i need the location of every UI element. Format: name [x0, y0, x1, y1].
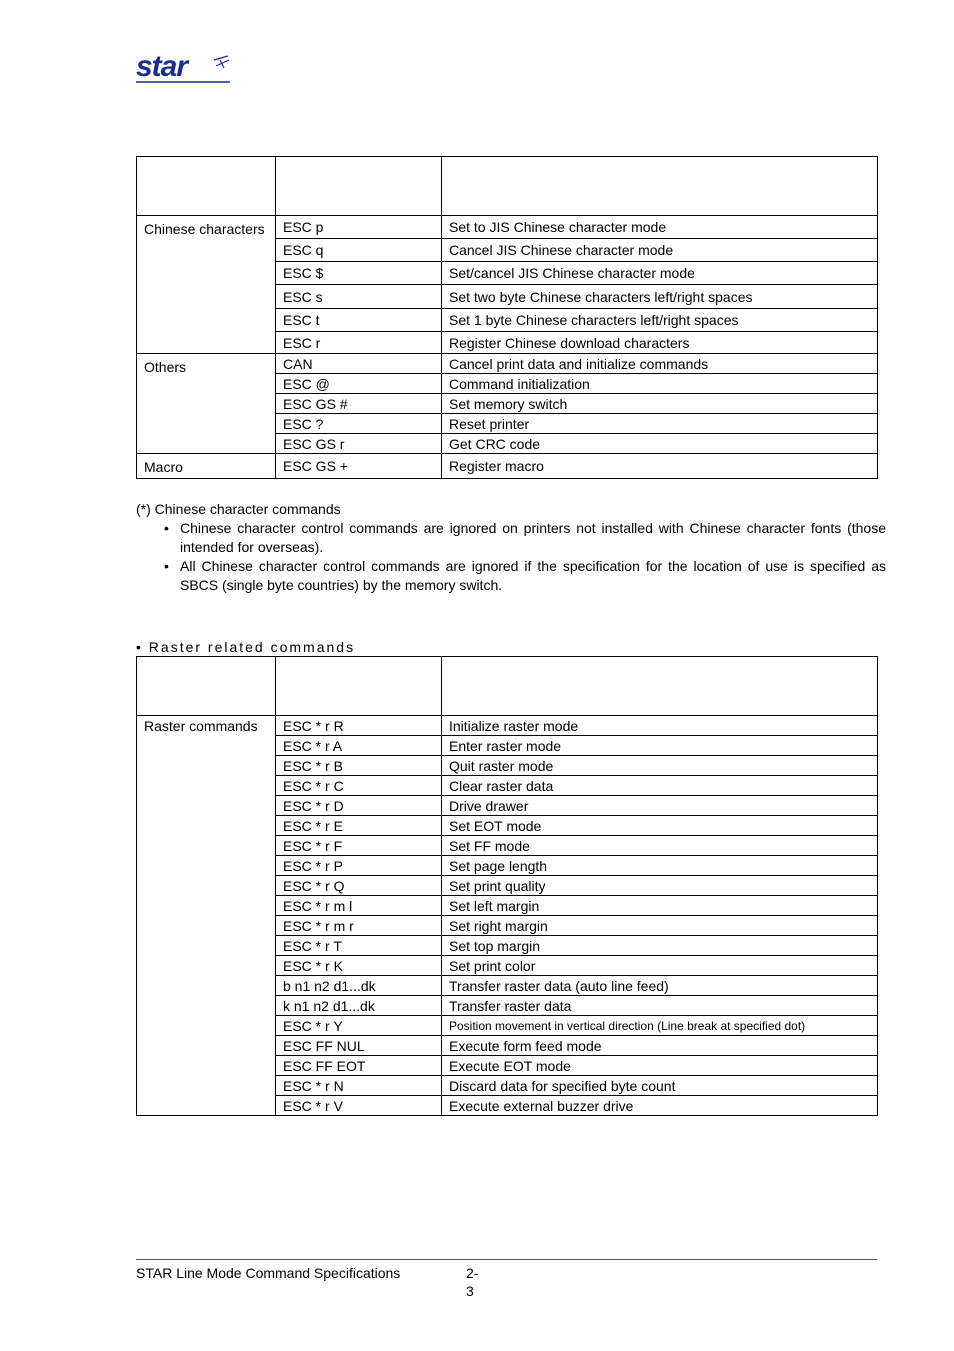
section-title: • Raster related commands — [136, 639, 356, 655]
command-cell: ESC GS r — [276, 434, 442, 454]
command-cell: ESC * r N — [276, 1076, 442, 1096]
description-cell: Position movement in vertical direction (Line break at specified dot) — [442, 1016, 878, 1036]
description-cell: Set EOT mode — [442, 816, 878, 836]
description-cell: Set page length — [442, 856, 878, 876]
description-cell: Set top margin — [442, 936, 878, 956]
command-cell: ESC * r V — [276, 1096, 442, 1116]
description-cell: Set FF mode — [442, 836, 878, 856]
table-row — [137, 216, 878, 239]
command-cell: ESC * r C — [276, 776, 442, 796]
category-cell: Macro — [137, 454, 276, 479]
description-cell: Transfer raster data (auto line feed) — [442, 976, 878, 996]
description-cell: Drive drawer — [442, 796, 878, 816]
header-cell — [137, 157, 276, 216]
command-cell: ESC FF NUL — [276, 1036, 442, 1056]
footer — [136, 1264, 479, 1299]
description-cell: Set to JIS Chinese character mode — [442, 216, 878, 239]
command-cell: ESC * r R — [276, 716, 442, 736]
category-cell: Others — [137, 354, 276, 454]
command-cell: ESC @ — [276, 374, 442, 394]
command-cell: ESC r — [276, 332, 442, 354]
command-cell: ESC * r K — [276, 956, 442, 976]
description-cell: Execute external buzzer drive — [442, 1096, 878, 1116]
description-cell: Execute EOT mode — [442, 1056, 878, 1076]
table-row — [137, 716, 878, 736]
note-item: • All Chinese character control commands are ignored if the specification for the location of use is specified as SBCS (single byte countries) by the memory switch. — [164, 558, 886, 593]
command-cell: ESC GS # — [276, 394, 442, 414]
command-cell: ESC $ — [276, 262, 442, 285]
category-cell: Raster commands — [137, 716, 276, 1116]
description-cell: Set 1 byte Chinese characters left/right spaces — [442, 309, 878, 332]
table-header-row — [137, 157, 878, 216]
notes-block — [136, 500, 886, 595]
description-cell: Get CRC code — [442, 434, 878, 454]
header-cell — [442, 657, 878, 716]
command-cell: ESC * r A — [276, 736, 442, 756]
command-cell: b n1 n2 d1...dk — [276, 976, 442, 996]
header-cell — [276, 657, 442, 716]
command-cell: ESC * r m l — [276, 896, 442, 916]
command-cell: ESC t — [276, 309, 442, 332]
header-cell — [276, 157, 442, 216]
table-row — [137, 454, 878, 479]
command-cell: ESC p — [276, 216, 442, 239]
table-header-row — [137, 657, 878, 716]
description-cell: Cancel print data and initialize commands — [442, 354, 878, 374]
table-row — [137, 354, 878, 374]
footer-rule — [136, 1259, 877, 1260]
command-cell: ESC FF EOT — [276, 1056, 442, 1076]
notes-heading: (*) Chinese character commands — [136, 501, 341, 517]
command-cell: ESC * r m r — [276, 916, 442, 936]
command-cell: ESC GS + — [276, 454, 442, 479]
header-cell — [442, 157, 878, 216]
page-number: 2-3 — [466, 1265, 479, 1299]
description-cell: Set/cancel JIS Chinese character mode — [442, 262, 878, 285]
description-cell: Clear raster data — [442, 776, 878, 796]
description-cell: Reset printer — [442, 414, 878, 434]
command-cell: ESC * r Q — [276, 876, 442, 896]
description-cell: Set print color — [442, 956, 878, 976]
command-cell: ESC s — [276, 285, 442, 309]
category-cell: Chinese characters — [137, 216, 276, 354]
description-cell: Transfer raster data — [442, 996, 878, 1016]
description-cell: Enter raster mode — [442, 736, 878, 756]
description-cell: Execute form feed mode — [442, 1036, 878, 1056]
command-cell: ESC * r Y — [276, 1016, 442, 1036]
command-cell: CAN — [276, 354, 442, 374]
command-cell: ESC ? — [276, 414, 442, 434]
note-item: • Chinese character control commands are ignored on printers not installed with Chinese character fonts (those intended for overseas). — [164, 520, 886, 555]
description-cell: Initialize raster mode — [442, 716, 878, 736]
description-cell: Set memory switch — [442, 394, 878, 414]
command-cell: ESC * r B — [276, 756, 442, 776]
command-cell: ESC * r P — [276, 856, 442, 876]
description-cell: Set left margin — [442, 896, 878, 916]
description-cell: Set print quality — [442, 876, 878, 896]
command-cell: k n1 n2 d1...dk — [276, 996, 442, 1016]
command-table-raster — [136, 656, 878, 1116]
command-cell: ESC * r E — [276, 816, 442, 836]
command-cell: ESC * r D — [276, 796, 442, 816]
command-cell: ESC q — [276, 239, 442, 262]
description-cell: Register Chinese download characters — [442, 332, 878, 354]
description-cell: Cancel JIS Chinese character mode — [442, 239, 878, 262]
footer-title: STAR Line Mode Command Specifications — [136, 1265, 401, 1281]
header-cell — [137, 657, 276, 716]
command-table-chinese-others-macro — [136, 156, 878, 479]
description-cell: Command initialization — [442, 374, 878, 394]
description-cell: Quit raster mode — [442, 756, 878, 776]
star-logo — [136, 52, 232, 84]
svg-text:star: star — [136, 52, 188, 83]
description-cell: Set two byte Chinese characters left/right spaces — [442, 285, 878, 309]
command-cell: ESC * r F — [276, 836, 442, 856]
description-cell: Register macro — [442, 454, 878, 479]
description-cell: Discard data for specified byte count — [442, 1076, 878, 1096]
description-cell: Set right margin — [442, 916, 878, 936]
command-cell: ESC * r T — [276, 936, 442, 956]
